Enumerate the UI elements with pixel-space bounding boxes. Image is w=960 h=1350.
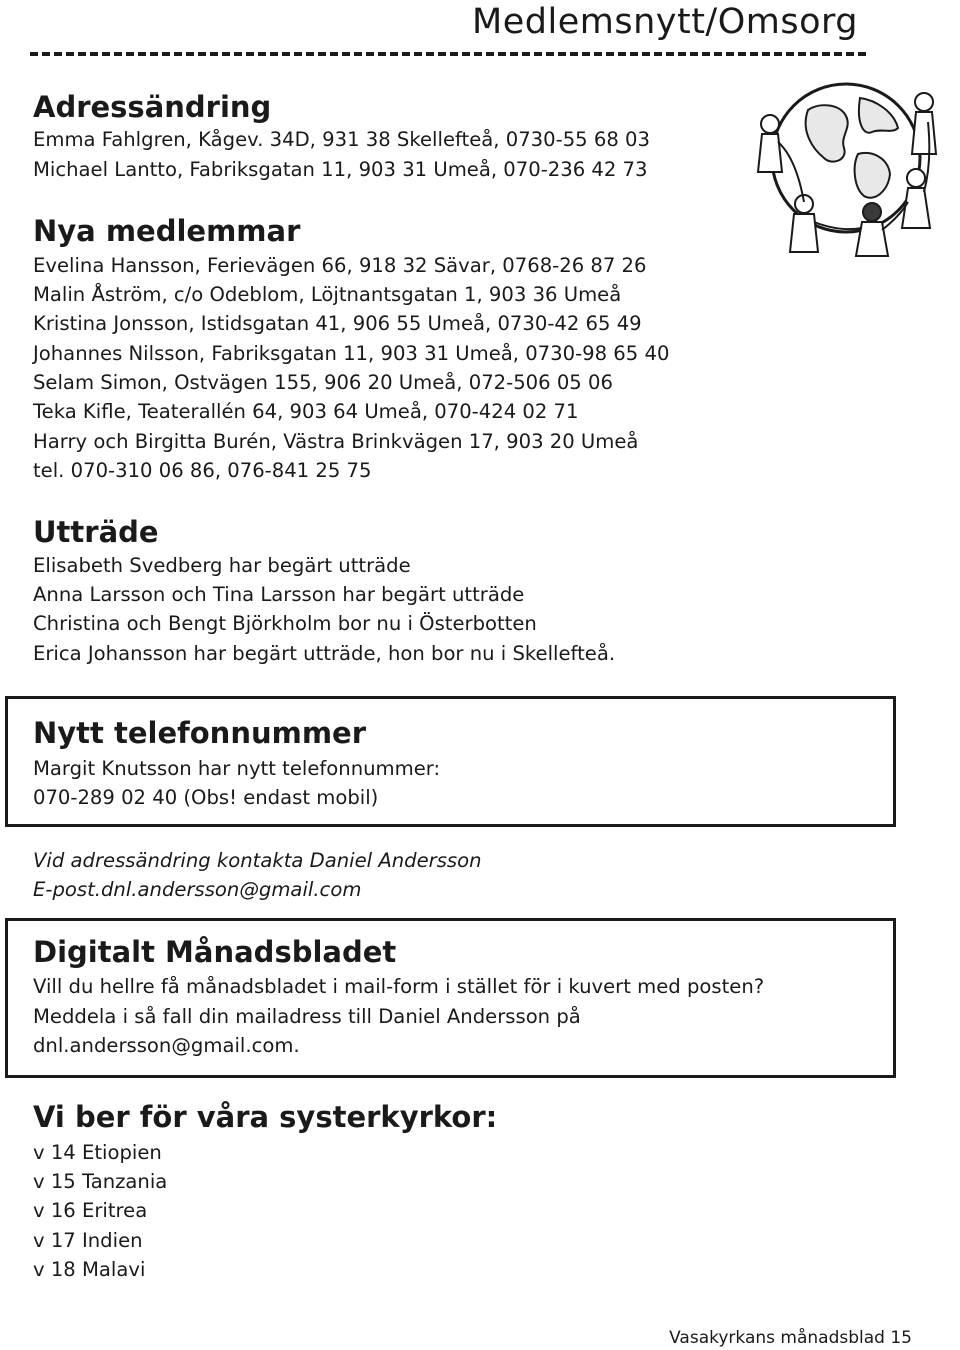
address-change-heading: Adressändring — [33, 90, 272, 124]
page-footer: Vasakyrkans månadsblad 15 — [669, 1328, 912, 1348]
new-phone-line: Margit Knutsson har nytt telefonnummer: — [33, 757, 441, 780]
page-title: Medlemsnytt/Omsorg — [472, 2, 858, 42]
resignation-line: Christina och Bengt Björkholm bor nu i Österbotten — [33, 612, 537, 635]
sister-churches-heading: Vi ber för våra systerkyrkor: — [33, 1100, 498, 1134]
header-divider — [30, 52, 866, 56]
sister-church-line: v 16 Eritrea — [33, 1199, 148, 1222]
globe-with-children-icon — [748, 62, 944, 258]
new-member-line: Malin Åström, c/o Odeblom, Löjtnantsgatan 1, 903 36 Umeå — [33, 283, 622, 306]
address-change-line: Michael Lantto, Fabriksgatan 11, 903 31 Umeå, 070-236 42 73 — [33, 158, 648, 181]
resignation-line: Elisabeth Svedberg har begärt utträde — [33, 554, 411, 577]
digital-line: Meddela i så fall din mailadress till Daniel Andersson på — [33, 1005, 581, 1028]
sister-church-line: v 18 Malavi — [33, 1258, 146, 1281]
address-change-line: Emma Fahlgren, Kågev. 34D, 931 38 Skellefteå, 0730-55 68 03 — [33, 128, 650, 151]
sister-church-line: v 14 Etiopien — [33, 1141, 162, 1164]
sister-church-line: v 17 Indien — [33, 1229, 143, 1252]
new-phone-line: 070-289 02 40 (Obs! endast mobil) — [33, 786, 379, 809]
new-member-line: Johannes Nilsson, Fabriksgatan 11, 903 31 Umeå, 0730-98 65 40 — [33, 342, 670, 365]
contact-note-line: Vid adressändring kontakta Daniel Andersson — [33, 849, 482, 872]
new-member-line: Teka Kifle, Teaterallén 64, 903 64 Umeå, 070-424 02 71 — [33, 400, 579, 423]
resignation-line: Erica Johansson har begärt utträde, hon bor nu i Skellefteå. — [33, 642, 616, 665]
resignation-heading: Utträde — [33, 515, 159, 549]
contact-email-line: E-post.dnl.andersson@gmail.com — [33, 878, 362, 901]
digital-heading: Digitalt Månadsbladet — [33, 935, 397, 969]
new-member-line: tel. 070-310 06 86, 076-841 25 75 — [33, 459, 372, 482]
new-members-heading: Nya medlemmar — [33, 214, 301, 248]
digital-email-line: dnl.andersson@gmail.com. — [33, 1034, 300, 1057]
new-member-line: Selam Simon, Ostvägen 155, 906 20 Umeå, 072-506 05 06 — [33, 371, 613, 394]
new-member-line: Kristina Jonsson, Istidsgatan 41, 906 55 Umeå, 0730-42 65 49 — [33, 312, 642, 335]
sister-church-line: v 15 Tanzania — [33, 1170, 168, 1193]
new-member-line: Harry och Birgitta Burén, Västra Brinkvägen 17, 903 20 Umeå — [33, 430, 639, 453]
digital-line: Vill du hellre få månadsbladet i mail-form i stället för i kuvert med posten? — [33, 975, 765, 998]
new-member-line: Evelina Hansson, Ferievägen 66, 918 32 Sävar, 0768-26 87 26 — [33, 254, 647, 277]
resignation-line: Anna Larsson och Tina Larsson har begärt utträde — [33, 583, 525, 606]
new-phone-heading: Nytt telefonnummer — [33, 716, 367, 750]
